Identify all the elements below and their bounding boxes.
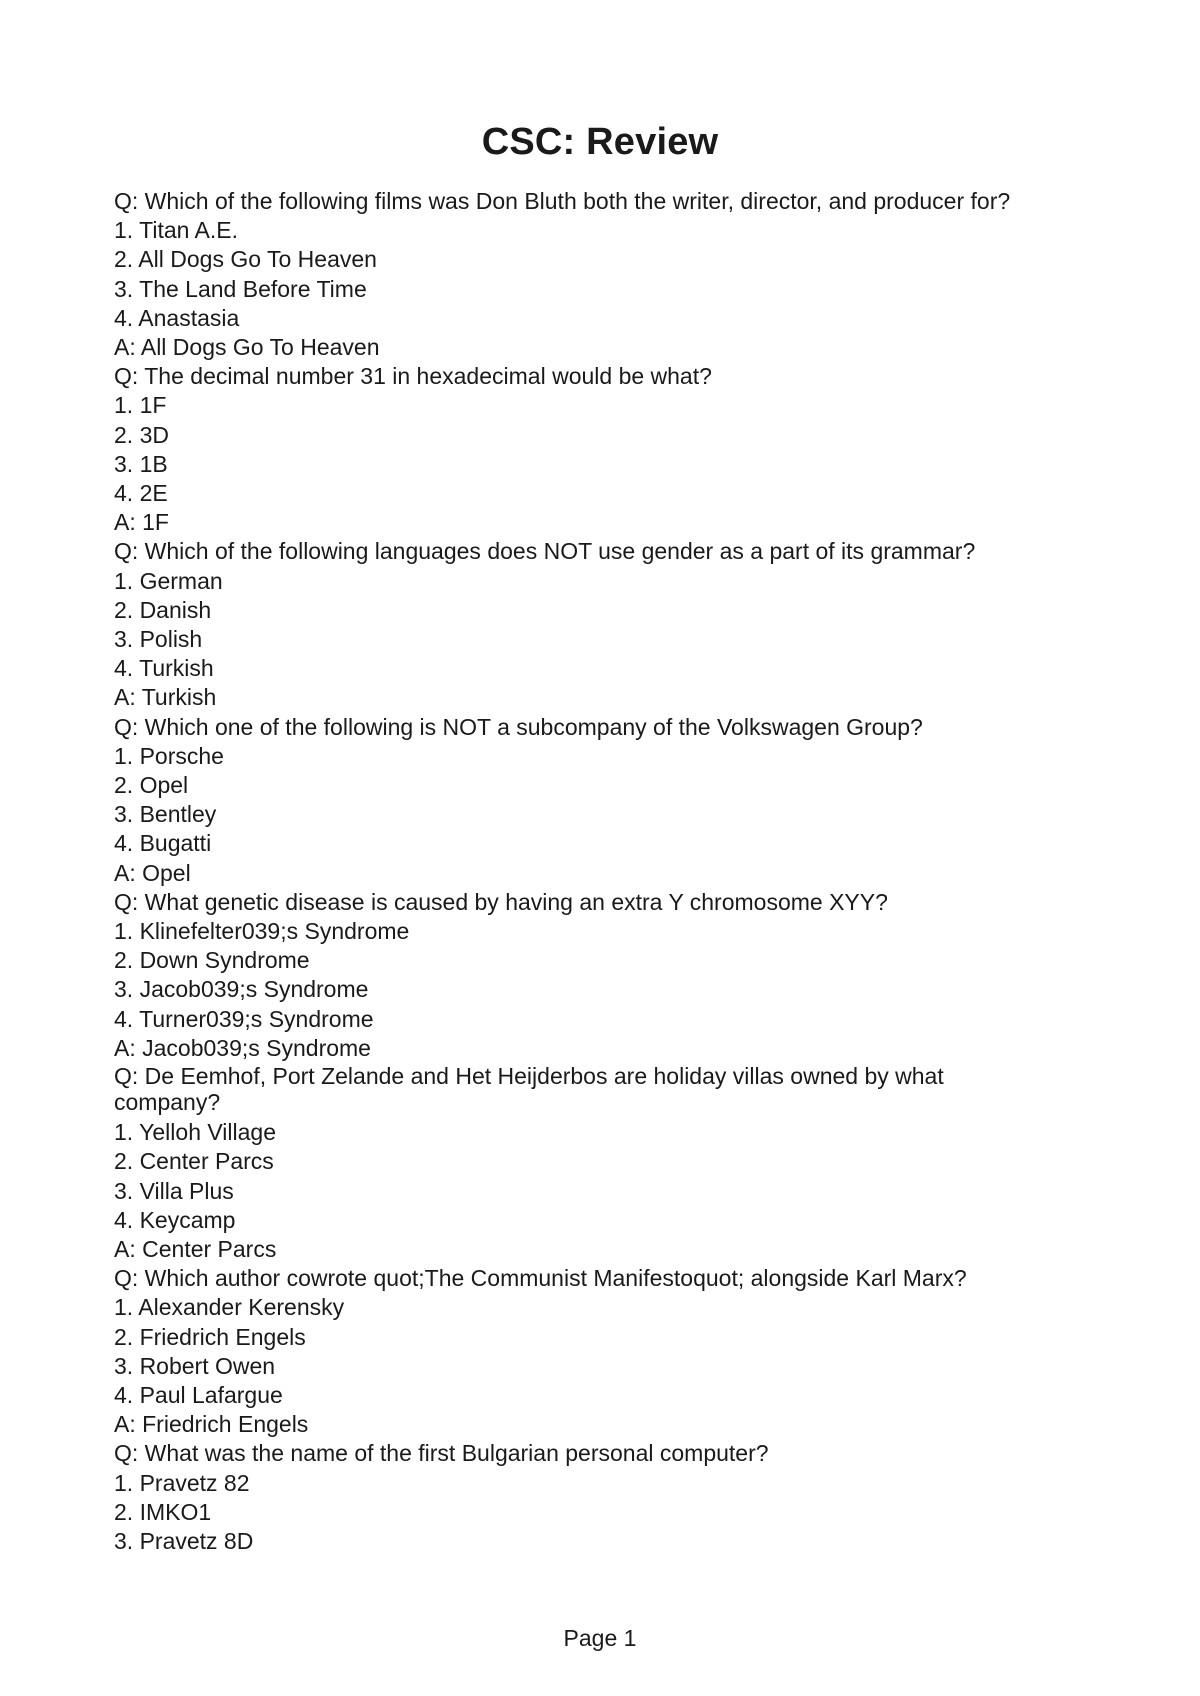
answer-option: 3. Robert Owen	[114, 1352, 276, 1379]
correct-answer: A: 1F	[114, 509, 169, 536]
answer-option: 3. Pravetz 8D	[114, 1527, 254, 1554]
page-number: Page 1	[563, 1625, 637, 1651]
answer-option: 2. Center Parcs	[114, 1148, 274, 1175]
answer-option: 4. Paul Lafargue	[114, 1381, 283, 1408]
answer-option: 1. Pravetz 82	[114, 1469, 250, 1496]
page-title: CSC: Review	[481, 121, 719, 163]
answer-option: 3. Polish	[114, 626, 203, 653]
answer-option: 2. Down Syndrome	[114, 947, 310, 974]
correct-answer: A: Opel	[114, 859, 191, 886]
question-text: Q: The decimal number 31 in hexadecimal would be what?	[114, 363, 712, 390]
answer-option: 2. Danish	[114, 596, 212, 623]
answer-option: 1. Alexander Kerensky	[114, 1294, 345, 1321]
answer-option: 4. Turner039;s Syndrome	[114, 1005, 374, 1032]
question-text: Q: De Eemhof, Port Zelande and Het Heijderbos are holiday villas owned by what company?	[114, 1063, 944, 1116]
answer-option: 1. Klinefelter039;s Syndrome	[114, 918, 410, 945]
question-text: Q: What was the name of the first Bulgarian personal computer?	[114, 1440, 769, 1467]
question-text: Q: Which of the following films was Don Bluth both the writer, director, and producer for?	[114, 188, 1011, 214]
answer-option: 4. Turkish	[114, 655, 214, 682]
answer-option: 4. Bugatti	[114, 830, 212, 857]
correct-answer: A: Friedrich Engels	[114, 1411, 309, 1438]
answer-option: 4. Anastasia	[114, 304, 240, 331]
correct-answer: A: Turkish	[114, 684, 217, 711]
answer-option: 1. Titan A.E.	[114, 217, 239, 244]
answer-option: 1. 1F	[114, 392, 167, 419]
correct-answer: A: All Dogs Go To Heaven	[114, 334, 380, 361]
answer-option: 3. Jacob039;s Syndrome	[114, 976, 369, 1003]
answer-option: 2. All Dogs Go To Heaven	[114, 246, 377, 273]
answer-option: 4. 2E	[114, 480, 168, 507]
question-text: Q: Which one of the following is NOT a subcompany of the Volkswagen Group?	[114, 713, 923, 740]
answer-option: 3. 1B	[114, 450, 168, 477]
answer-option: 2. Friedrich Engels	[114, 1323, 306, 1350]
correct-answer: A: Center Parcs	[114, 1235, 277, 1262]
answer-option: 4. Keycamp	[114, 1206, 236, 1233]
correct-answer: A: Jacob039;s Syndrome	[114, 1034, 371, 1061]
answer-option: 1. German	[114, 567, 223, 594]
question-text: Q: Which of the following languages does NOT use gender as a part of its grammar?	[114, 538, 976, 565]
answer-option: 1. Porsche	[114, 742, 224, 769]
answer-option: 3. Bentley	[114, 801, 217, 828]
question-text: Q: Which author cowrote quot;The Communist Manifestoquot; alongside Karl Marx?	[114, 1265, 967, 1292]
answer-option: 3. Villa Plus	[114, 1177, 234, 1204]
answer-option: 2. IMKO1	[114, 1498, 212, 1525]
question-text: Q: What genetic disease is caused by having an extra Y chromosome XYY?	[114, 888, 888, 915]
quiz-content	[114, 187, 1044, 1556]
answer-option: 2. 3D	[114, 421, 169, 448]
answer-option: 1. Yelloh Village	[114, 1119, 276, 1146]
answer-option: 2. Opel	[114, 772, 189, 799]
answer-option: 3. The Land Before Time	[114, 275, 367, 302]
